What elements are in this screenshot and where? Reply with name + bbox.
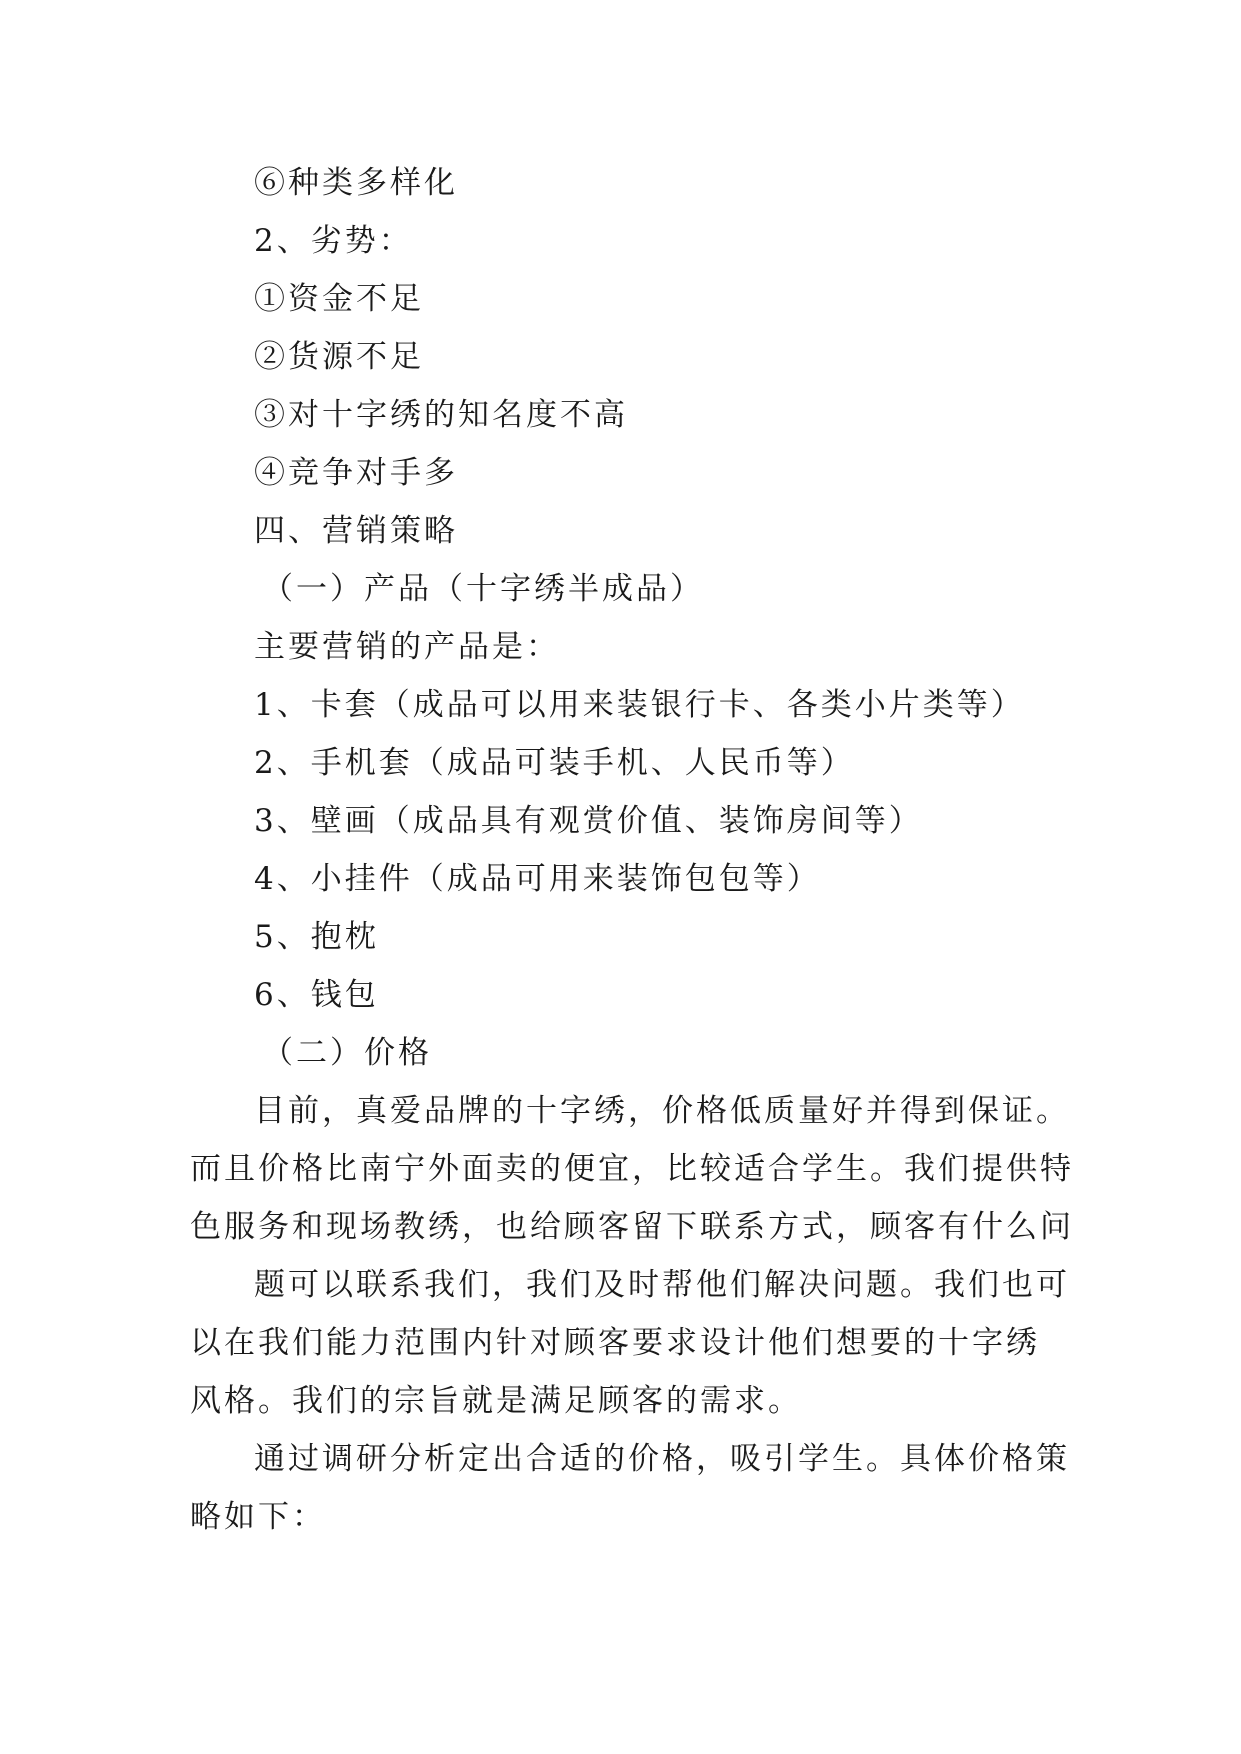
paragraph-line: 通过调研分析定出合适的价格，吸引学生。具体价格策 bbox=[254, 1441, 1070, 1477]
paragraph-line: 略如下： bbox=[190, 1499, 326, 1535]
subsection-heading: （一）产品（十字绣半成品） bbox=[262, 571, 704, 607]
text-line: 主要营销的产品是： bbox=[254, 629, 560, 665]
paragraph-line: 以在我们能力范围内针对顾客要求设计他们想要的十字绣 bbox=[190, 1325, 1040, 1361]
paragraph-line: 色服务和现场教绣，也给顾客留下联系方式，顾客有什么问 bbox=[190, 1209, 1074, 1245]
list-item: 6、钱包 bbox=[254, 977, 379, 1013]
text-line: ①资金不足 bbox=[254, 281, 424, 317]
list-item: 5、抱枕 bbox=[254, 919, 379, 955]
text-line: ②货源不足 bbox=[254, 339, 424, 375]
paragraph-line: 风格。我们的宗旨就是满足顾客的需求。 bbox=[190, 1383, 802, 1419]
text-line: ④竞争对手多 bbox=[254, 455, 458, 491]
list-item: 2、手机套（成品可装手机、人民币等） bbox=[254, 745, 855, 781]
paragraph-line: 题可以联系我们，我们及时帮他们解决问题。我们也可 bbox=[254, 1267, 1070, 1303]
text-line: ③对十字绣的知名度不高 bbox=[254, 397, 628, 433]
paragraph-line: 而且价格比南宁外面卖的便宜，比较适合学生。我们提供特 bbox=[190, 1151, 1074, 1187]
list-item: 1、卡套（成品可以用来装银行卡、各类小片类等） bbox=[254, 687, 1025, 723]
subsection-heading: （二）价格 bbox=[262, 1035, 432, 1071]
section-heading: 四、营销策略 bbox=[254, 513, 458, 549]
list-item: 3、壁画（成品具有观赏价值、装饰房间等） bbox=[254, 803, 923, 839]
text-line: ⑥种类多样化 bbox=[254, 165, 458, 201]
list-item: 4、小挂件（成品可用来装饰包包等） bbox=[254, 861, 821, 897]
paragraph-line: 目前，真爱品牌的十字绣，价格低质量好并得到保证。 bbox=[254, 1093, 1070, 1129]
text-line: 2、劣势： bbox=[254, 223, 413, 259]
